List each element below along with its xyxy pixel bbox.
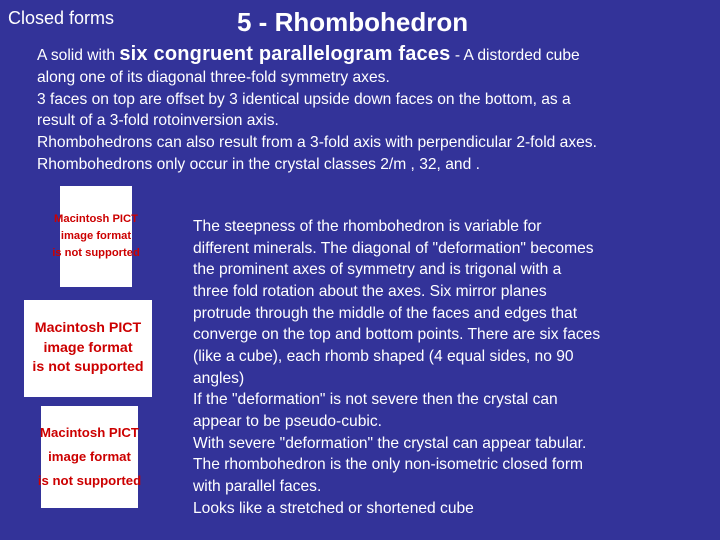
description-line: appear to be pseudo-cubic. (193, 412, 382, 430)
intro-line-1-start: A solid with (37, 47, 120, 64)
description-line: If the "deformation" is not severe then the crystal can (193, 391, 558, 409)
placeholder-line: is not supported (37, 473, 142, 488)
placeholder-line: Macintosh PICT (54, 213, 138, 225)
description-line: The rhombohedron is the only non-isometric closed form (193, 456, 584, 474)
description-line: converge on the top and bottom points. There are six faces (193, 326, 601, 344)
description-line: angles) (193, 369, 245, 387)
placeholder-line: is not supported (52, 247, 140, 259)
unsupported-image-placeholder-1 (52, 186, 140, 287)
unsupported-image-placeholder-3 (37, 406, 142, 508)
placeholder-line: image format (43, 339, 133, 356)
description-line: different minerals. The diagonal of "deformation" becomes (193, 239, 594, 257)
slide-title: 5 - Rhombohedron (237, 7, 469, 37)
description-line: protrude through the middle of the faces and edges that (193, 304, 578, 322)
placeholder-line: Macintosh PICT (40, 425, 139, 440)
description-line: three fold rotation about the axes. Six mirror planes (193, 282, 547, 300)
placeholder-line: Macintosh PICT (34, 320, 142, 337)
intro-line-3: 3 faces on top are offset by 3 identical upside down faces on the bottom, as a (37, 90, 571, 108)
description-line: Looks like a stretched or shortened cube (193, 499, 474, 517)
intro-emphasis: six congruent parallelogram faces (119, 43, 451, 65)
description-line: With severe "deformation" the crystal can appear tabular. (193, 434, 587, 452)
placeholder-line: image format (48, 449, 131, 464)
description-line: with parallel faces. (193, 477, 322, 495)
description-line: (like a cube), each rhomb shaped (4 equal sides, no 90 (193, 347, 574, 365)
description-line: The steepness of the rhombohedron is variable for (193, 218, 542, 235)
placeholder-line: image format (60, 230, 132, 242)
description-paragraph (193, 216, 693, 519)
placeholder-line: is not supported (32, 359, 144, 376)
intro-line-1 (37, 44, 713, 67)
intro-line-4: result of a 3-fold rotoinversion axis. (37, 112, 279, 130)
intro-line-1-end: - A distorded cube (450, 47, 580, 64)
unsupported-image-placeholder-2 (24, 300, 152, 397)
description-line: the prominent axes of symmetry and is trigonal with a (193, 261, 562, 279)
intro-line-2: along one of its diagonal three-fold symmetry axes. (37, 68, 390, 86)
section-label: Closed forms (8, 8, 115, 28)
intro-line-6: Rhombohedrons only occur in the crystal classes 2/m , 32, and . (37, 155, 480, 173)
intro-line-5: Rhombohedrons can also result from a 3-fold axis with perpendicular 2-fold axes. (37, 134, 597, 152)
intro-paragraph (37, 44, 713, 176)
